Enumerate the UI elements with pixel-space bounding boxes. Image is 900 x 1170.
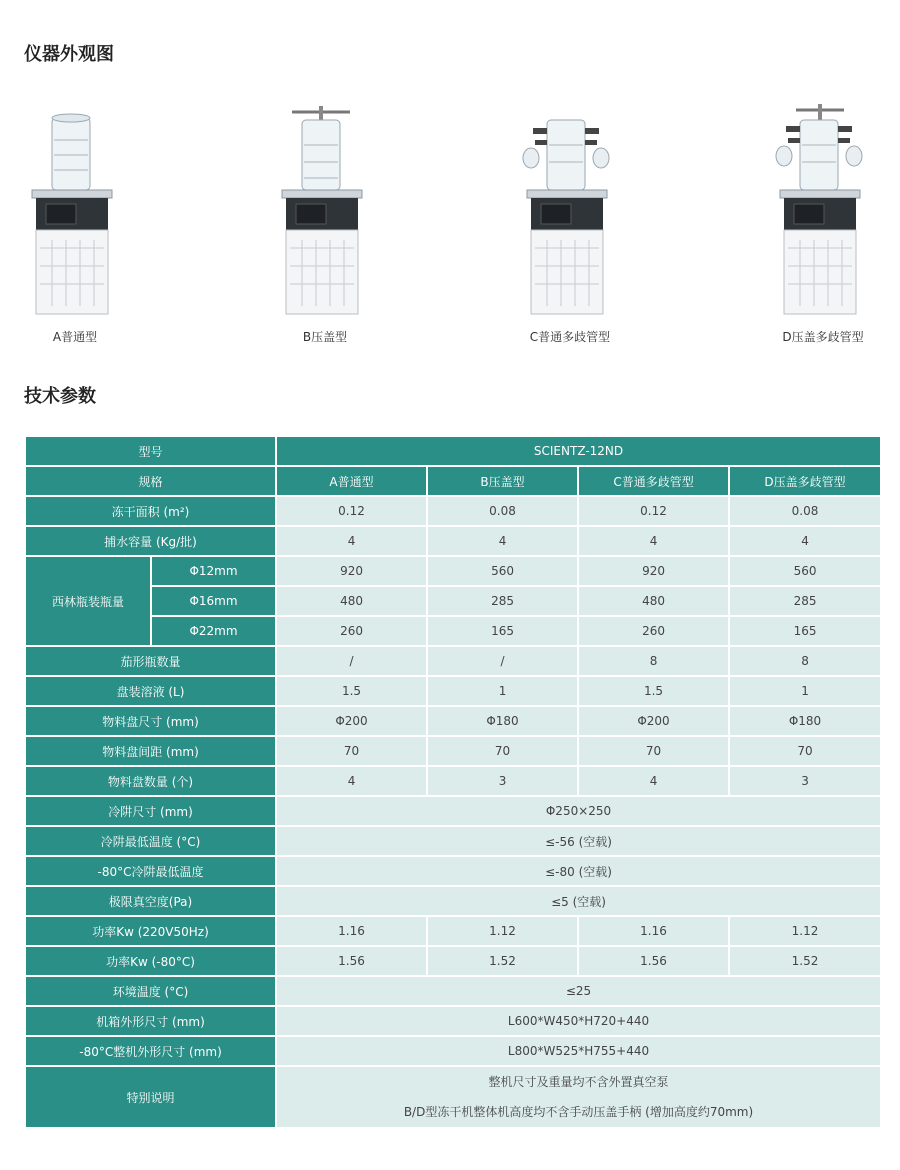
cell: 1.52 — [729, 946, 881, 976]
cell: 8 — [578, 646, 729, 676]
cell: Φ180 — [729, 706, 881, 736]
cell: Φ200 — [276, 706, 427, 736]
product-caption: A普通型 — [52, 330, 98, 344]
label-spec: 规格 — [25, 466, 276, 496]
spec-d: D压盖多歧管型 — [729, 466, 881, 496]
cell: 480 — [276, 586, 427, 616]
cell: 1.52 — [427, 946, 578, 976]
row-capacity — [25, 526, 881, 556]
row-tray-count — [25, 766, 881, 796]
row-liquid — [25, 676, 881, 706]
cell: 560 — [427, 556, 578, 586]
cell: 1.56 — [578, 946, 729, 976]
spec-c: C普通多歧管型 — [578, 466, 729, 496]
cell: 70 — [578, 736, 729, 766]
cell: 1.5 — [276, 676, 427, 706]
label-power2: 功率Kw (-80°C) — [25, 946, 276, 976]
label-vial-size: Φ16mm — [151, 586, 276, 616]
cell: 3 — [427, 766, 578, 796]
row-trap-temp — [25, 826, 881, 856]
row-power2 — [25, 946, 881, 976]
label-trap-size: 冷阱尺寸 (mm) — [25, 796, 276, 826]
cell: 1 — [427, 676, 578, 706]
cell: 260 — [276, 616, 427, 646]
cell: 260 — [578, 616, 729, 646]
cell: 1.56 — [276, 946, 427, 976]
product-d — [748, 100, 898, 350]
row-box — [25, 1006, 881, 1036]
cell: 920 — [578, 556, 729, 586]
row-notes — [25, 1066, 881, 1128]
label-vial-group: 西林瓶装瓶量 — [25, 556, 151, 646]
section-title-specs: 技术参数 — [24, 386, 96, 407]
label-liquid: 盘装溶液 (L) — [25, 676, 276, 706]
cell: / — [427, 646, 578, 676]
label-flask: 茄形瓶数量 — [25, 646, 276, 676]
label-box: 机箱外形尺寸 (mm) — [25, 1006, 276, 1036]
label-box80: -80°C整机外形尺寸 (mm) — [25, 1036, 276, 1066]
row-vial-22 — [25, 616, 881, 646]
cell: L800*W525*H755+440 — [276, 1036, 881, 1066]
row-env — [25, 976, 881, 1006]
cell: 1.16 — [276, 916, 427, 946]
label-tray-gap: 物料盘间距 (mm) — [25, 736, 276, 766]
note-line: 整机尺寸及重量均不含外置真空泵 — [488, 1075, 669, 1089]
cell: ≤5 (空载) — [276, 886, 881, 916]
freeze-dryer-c-image — [495, 100, 645, 320]
label-env: 环境温度 (°C) — [25, 976, 276, 1006]
label-capacity: 捕水容量 (Kg/批) — [25, 526, 276, 556]
cell: 70 — [276, 736, 427, 766]
label-model: 型号 — [25, 436, 276, 466]
cell: 4 — [729, 526, 881, 556]
product-caption: D压盖多歧管型 — [782, 330, 864, 344]
row-tray-gap — [25, 736, 881, 766]
model-value: SCIENTZ-12ND — [276, 436, 881, 466]
cell: 0.08 — [729, 496, 881, 526]
label-trap80: -80°C冷阱最低温度 — [25, 856, 276, 886]
row-model — [25, 436, 881, 466]
cell: L600*W450*H720+440 — [276, 1006, 881, 1036]
row-tray-size — [25, 706, 881, 736]
cell: / — [276, 646, 427, 676]
cell: 1.12 — [427, 916, 578, 946]
cell: 4 — [276, 526, 427, 556]
product-a — [0, 100, 150, 350]
product-caption: B压盖型 — [302, 330, 348, 344]
cell: 4 — [276, 766, 427, 796]
freeze-dryer-a-image — [0, 100, 150, 320]
label-power1: 功率Kw (220V50Hz) — [25, 916, 276, 946]
cell: 70 — [427, 736, 578, 766]
cell: Φ200 — [578, 706, 729, 736]
section-title-appearance: 仪器外观图 — [24, 44, 114, 65]
label-tray-size: 物料盘尺寸 (mm) — [25, 706, 276, 736]
label-notes: 特别说明 — [25, 1066, 276, 1128]
cell: 1.16 — [578, 916, 729, 946]
cell: 1.5 — [578, 676, 729, 706]
spec-table — [24, 435, 882, 1129]
cell: 285 — [427, 586, 578, 616]
row-trap80 — [25, 856, 881, 886]
label-vacuum: 极限真空度(Pa) — [25, 886, 276, 916]
product-caption: C普通多歧管型 — [529, 330, 611, 344]
cell: 0.12 — [578, 496, 729, 526]
label-tray-count: 物料盘数量 (个) — [25, 766, 276, 796]
label-vial-size: Φ12mm — [151, 556, 276, 586]
cell: 165 — [427, 616, 578, 646]
cell: 165 — [729, 616, 881, 646]
row-vial-12 — [25, 556, 881, 586]
product-b — [250, 100, 400, 350]
cell: 3 — [729, 766, 881, 796]
freeze-dryer-d-image — [748, 100, 898, 320]
product-c — [495, 100, 645, 350]
row-trap-size — [25, 796, 881, 826]
cell: 480 — [578, 586, 729, 616]
cell: 4 — [578, 766, 729, 796]
row-box80 — [25, 1036, 881, 1066]
notes-cell — [276, 1066, 881, 1128]
row-area — [25, 496, 881, 526]
spec-b: B压盖型 — [427, 466, 578, 496]
cell: ≤-56 (空载) — [276, 826, 881, 856]
cell: ≤-80 (空载) — [276, 856, 881, 886]
spec-a: A普通型 — [276, 466, 427, 496]
cell: 1.12 — [729, 916, 881, 946]
cell: 1 — [729, 676, 881, 706]
note-line: B/D型冻干机整体机高度均不含手动压盖手柄 (增加高度约70mm) — [403, 1105, 754, 1119]
label-vial-size: Φ22mm — [151, 616, 276, 646]
cell: 560 — [729, 556, 881, 586]
row-vial-16 — [25, 586, 881, 616]
cell: 4 — [578, 526, 729, 556]
cell: 8 — [729, 646, 881, 676]
cell: 920 — [276, 556, 427, 586]
cell: 70 — [729, 736, 881, 766]
label-area: 冻干面积 (m²) — [25, 496, 276, 526]
product-gallery — [0, 100, 900, 350]
row-power1 — [25, 916, 881, 946]
cell: Φ180 — [427, 706, 578, 736]
label-trap-temp: 冷阱最低温度 (°C) — [25, 826, 276, 856]
row-spec — [25, 466, 881, 496]
freeze-dryer-b-image — [250, 100, 400, 320]
cell: Φ250×250 — [276, 796, 881, 826]
cell: 0.08 — [427, 496, 578, 526]
cell: 285 — [729, 586, 881, 616]
row-flask — [25, 646, 881, 676]
cell: ≤25 — [276, 976, 881, 1006]
cell: 4 — [427, 526, 578, 556]
row-vacuum — [25, 886, 881, 916]
cell: 0.12 — [276, 496, 427, 526]
